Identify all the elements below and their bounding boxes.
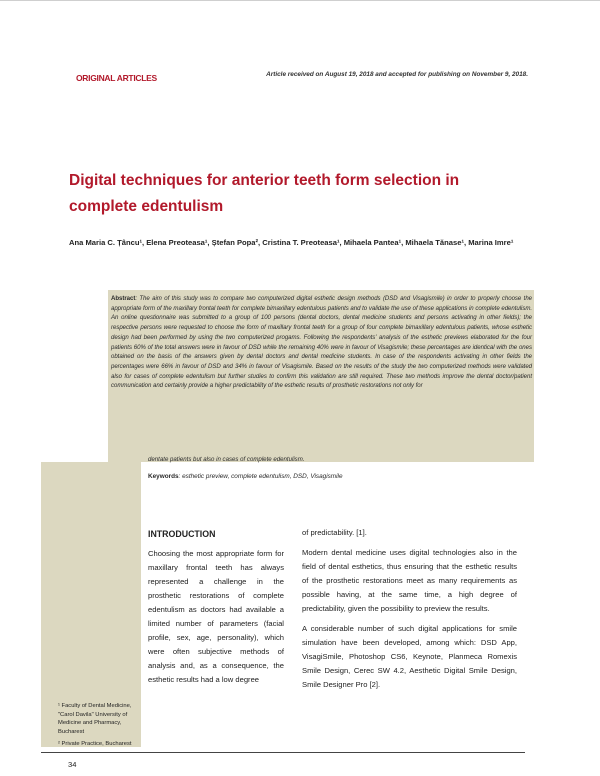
article-title: Digital techniques for anterior teeth form selection in complete edentulism xyxy=(69,172,460,215)
section-label: ORIGINAL ARTICLES xyxy=(76,73,157,83)
footer-rule xyxy=(41,752,525,753)
affiliation-2: ² Private Practice, Bucharest xyxy=(58,740,132,747)
keywords-label: Keywords xyxy=(148,473,179,480)
intro-column-1: Choosing the most appropriate form for maxillary frontal teeth has always represented a challenge in the prosthetic restorations of complete edentulism as doctors had available a limited number of parameters (facial profile, sex, age, personality), which were often subjective methods of analysis and, as a consequence, the esthetic results had a low degree xyxy=(148,549,284,684)
abstract-text: : The aim of this study was to compare two computerized digital esthetic design methods (DSD and Visagismile) in order to properly choose the appropriate form of the maxillary frontal teeth for complete bimaxillary edentulous patients and to validate the use of these applications in complete edentulism. An online questionnaire was submitted to a group of 100 persons (dental doctors, dental medicine students and persons activating in other fields); the respective persons were requested to choose the form of maxillary frontal teeth for a group of four complete bimaxillary edentulous patients, whose esthetic design had been performed by using the two computerized progams. Following the respondents' analysis of the esthetic previews elaborated for the four patients 60% of the total answers were in favour of DSD while the remaining 40% were in favour of Visagismile; these percentages are identical with the ones obtained on the basis of the answers given by dental doctors and dental medicine students. In case of the respondents activating in other fields the percentages were 66% in favour of DSD and 34% in favour of Visagismile. Based on the results of the study the two computerized methods were validated also for cases of complete edentulism but further studies to confirm this validation are still required. These two methods improve the dental doctor/patient communication and certainly provide a higher predictability of the esthetic results of prosthetic restorations not only for xyxy=(111,295,532,390)
author-list: Ana Maria C. Țâncu¹, Elena Preoteasa¹, Ștefan Popa², Cristina T. Preoteasa¹, Mihaela Pantea¹, Mihaela Tănase¹, Marina Imre¹ xyxy=(69,238,514,247)
top-rule xyxy=(0,0,600,1)
affiliations xyxy=(58,702,142,752)
keywords xyxy=(148,473,343,480)
paragraph: of predictability. [1]. xyxy=(302,528,367,537)
paragraph: Modern dental medicine uses digital technologies also in the field of dental esthetics, thus ensuring that the esthetic results of the prosthetic restorations meet as many requirements as possible having, at the same time, a high degree of predictability, given the possibility to preview the results. xyxy=(302,548,517,613)
affiliation-1: ¹ Faculty of Dental Medicine, "Carol Davila" University of Medicine and Pharmacy, Bucharest xyxy=(58,703,132,736)
section-heading-introduction: INTRODUCTION xyxy=(148,529,216,539)
abstract-label: Abstract xyxy=(111,295,136,302)
abstract-tail: dentate patients but also in cases of complete edentulism. xyxy=(148,456,305,463)
abstract xyxy=(111,294,532,391)
received-date: Article received on August 19, 2018 and accepted for publishing on November 9, 2018. xyxy=(266,71,528,78)
page-number: 34 xyxy=(68,760,77,769)
paragraph: A considerable number of such digital applications for smile simulation have been developed, among which: DSD App, VisagiSmile, Photoshop CS6, Keynote, Planmeca Romexis Smile Design, Cerec SW 4.2, Aesthetic Digital Smile Design, Smile Designer Pro [2]. xyxy=(302,624,517,689)
keywords-text: : esthetic preview, complete edentulism, DSD, Visagismile xyxy=(178,473,343,480)
intro-column-2 xyxy=(302,526,517,698)
